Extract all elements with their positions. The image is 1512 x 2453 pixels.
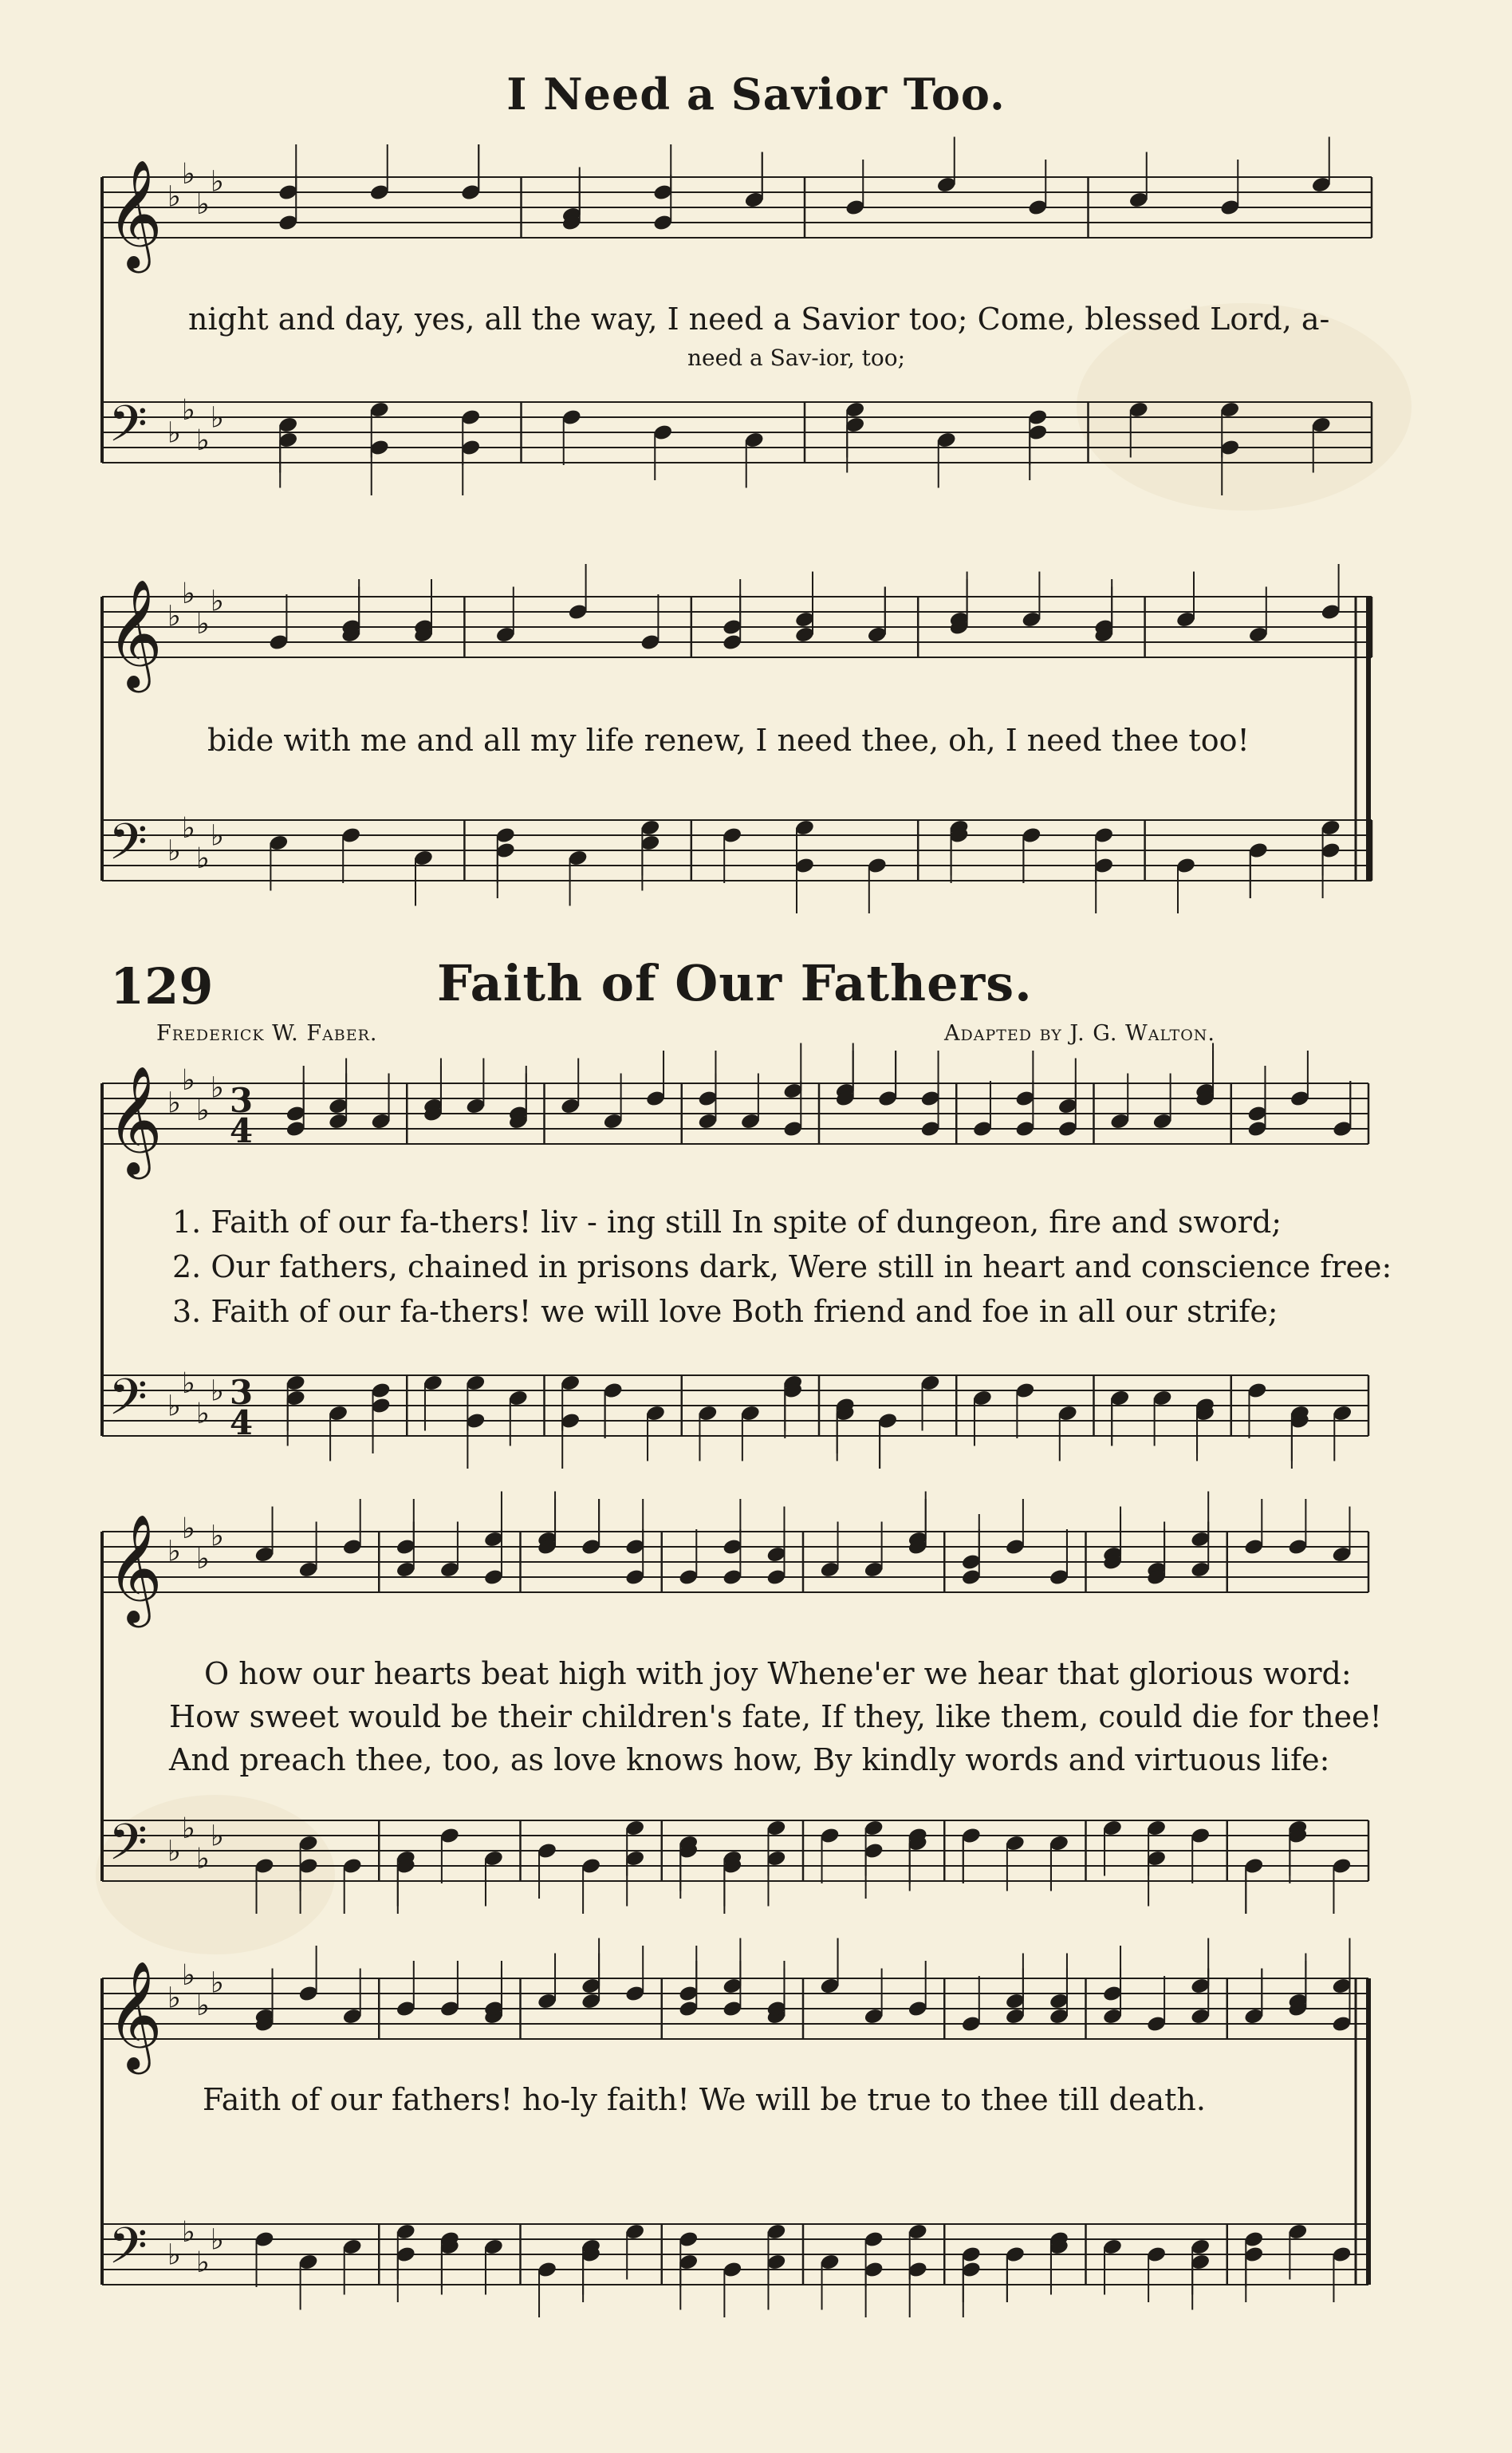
flat-sign: ♭ <box>182 811 196 845</box>
flat-sign: ♭ <box>182 2215 196 2249</box>
flat-sign: ♭ <box>196 1989 211 2022</box>
hymn-title: Faith of Our Fathers. <box>437 954 1033 1012</box>
flat-sign: ♭ <box>182 1367 196 1400</box>
flat-sign: ♭ <box>196 2246 211 2279</box>
lyric-line: night and day, yes, all the way, I need a Savior too; Come, blessed Lord, a- <box>188 302 1330 337</box>
time-signature: 4 <box>230 1403 254 1443</box>
flat-sign: ♭ <box>167 1981 182 2015</box>
flat-sign: ♭ <box>167 1534 182 1568</box>
lyric-line: bide with me and all my life renew, I need thee, oh, I need thee too! <box>207 723 1250 758</box>
bass-clef: 𝄢 <box>108 811 148 883</box>
verse-line: O how our hearts beat high with joy Whene'er we hear that glorious word: <box>204 1656 1352 1691</box>
verse-line: 3. Faith of our fa-thers! we will love Both friend and foe in all our strife; <box>172 1294 1278 1329</box>
flat-sign: ♭ <box>167 1389 182 1423</box>
bass-clef: 𝄢 <box>108 1812 148 1883</box>
flat-sign: ♭ <box>196 424 211 457</box>
flat-sign: ♭ <box>196 842 211 875</box>
treble-clef: 𝄞 <box>107 1513 163 1623</box>
flat-sign: ♭ <box>211 164 225 199</box>
flat-sign: ♭ <box>167 834 182 868</box>
flat-sign: ♭ <box>196 1397 211 1430</box>
arranger-credit: Adapted by J. G. Walton. <box>944 1021 1216 1046</box>
flat-sign: ♭ <box>182 1958 196 1992</box>
verse-line: 2. Our fathers, chained in prisons dark, Were still in heart and conscience free: <box>172 1249 1392 1284</box>
treble-clef: 𝄞 <box>107 1960 163 2069</box>
flat-sign: ♭ <box>182 1063 196 1097</box>
author-credit: Frederick W. Faber. <box>156 1021 378 1046</box>
verse-line: And preach thee, too, as love knows how, By kindly words and virtuous life: <box>169 1742 1330 1777</box>
flat-sign: ♭ <box>182 393 196 427</box>
flat-sign: ♭ <box>182 157 196 191</box>
flat-sign: ♭ <box>182 1812 196 1845</box>
flat-sign: ♭ <box>211 2222 225 2257</box>
flat-sign: ♭ <box>182 1512 196 1545</box>
bass-clef: 𝄢 <box>108 2215 148 2287</box>
treble-clef: 𝄞 <box>107 1065 163 1174</box>
treble-clef: 𝄞 <box>107 578 163 688</box>
hymn-title: I Need a Savior Too. <box>506 69 1006 120</box>
flat-sign: ♭ <box>196 1842 211 1875</box>
alto-lyric-line: need a Sav-ior, too; <box>687 345 906 371</box>
flat-sign: ♭ <box>167 599 182 633</box>
flat-sign: ♭ <box>211 1966 225 2000</box>
flat-sign: ♭ <box>211 1374 225 1408</box>
bass-clef: 𝄢 <box>108 1367 148 1438</box>
time-signature: 3 <box>230 1081 254 1121</box>
flat-sign: ♭ <box>167 1086 182 1120</box>
flat-sign: ♭ <box>211 1071 225 1105</box>
flat-sign: ♭ <box>182 577 196 610</box>
flat-sign: ♭ <box>211 1819 225 1853</box>
verse-line: 1. Faith of our fa-thers! liv - ing still In spite of dungeon, fire and sword; <box>172 1205 1282 1240</box>
flat-sign: ♭ <box>211 400 225 435</box>
treble-clef: 𝄞 <box>107 159 163 268</box>
bass-clef: 𝄢 <box>108 393 148 465</box>
flat-sign: ♭ <box>211 584 225 618</box>
flat-sign: ♭ <box>196 1094 211 1127</box>
flat-sign: ♭ <box>167 2238 182 2272</box>
hymn-number: 129 <box>110 957 214 1016</box>
verse-line: How sweet would be their children's fate, If they, like them, could die for thee! <box>169 1699 1382 1734</box>
flat-sign: ♭ <box>211 1519 225 1553</box>
flat-sign: ♭ <box>167 1834 182 1868</box>
flat-sign: ♭ <box>211 818 225 853</box>
flat-sign: ♭ <box>167 416 182 450</box>
time-signature: 4 <box>230 1111 254 1151</box>
time-signature: 3 <box>230 1373 254 1413</box>
flat-sign: ♭ <box>196 607 211 641</box>
flat-sign: ♭ <box>196 187 211 221</box>
refrain-line: Faith of our fathers! ho-ly faith! We will be true to thee till death. <box>203 2082 1206 2117</box>
flat-sign: ♭ <box>167 179 182 214</box>
flat-sign: ♭ <box>196 1542 211 1576</box>
